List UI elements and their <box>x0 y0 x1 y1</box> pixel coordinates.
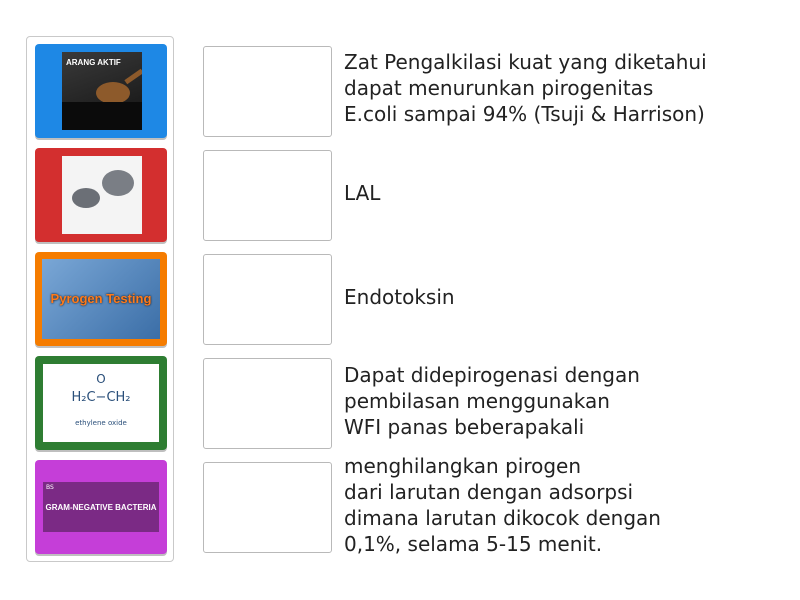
charcoal-label: ARANG AKTIF <box>66 58 121 67</box>
description-1: Zat Pengalkilasi kuat yang diketahui dapat menurunkan pirogenitas E.coli sampai 94% (Tsuji & Harrison) <box>344 50 707 126</box>
description-5: menghilangkan pirogen dari larutan dengan adsorpsi dimana larutan dikocok dengan 0,1%, selama 5-15 menit. <box>344 454 661 556</box>
formula-ethylene-oxide: H₂C−CH₂ <box>71 390 131 405</box>
bs-badge: BS <box>46 484 54 491</box>
rubber-stopper-image <box>62 156 142 234</box>
card-ethylene-oxide[interactable] <box>35 356 167 450</box>
card-gram-negative-bacteria[interactable] <box>35 460 167 554</box>
draggable-cards-tray <box>26 36 174 562</box>
drop-slot-2[interactable] <box>203 150 332 241</box>
pyrogen-testing-image <box>42 259 160 339</box>
description-3: Endotoksin <box>344 285 455 309</box>
stopper-right-shape <box>102 170 134 196</box>
gram-negative-image <box>43 482 159 532</box>
ethylene-oxide-image <box>43 364 159 442</box>
description-2: LAL <box>344 181 381 205</box>
card-pyrogen-testing[interactable] <box>35 252 167 346</box>
stopper-left-shape <box>72 188 100 208</box>
drop-slot-1[interactable] <box>203 46 332 137</box>
formula-oxygen: O <box>96 372 106 386</box>
charcoal-image <box>62 52 142 130</box>
card-rubber-stopper[interactable] <box>35 148 167 242</box>
card-arang-aktif[interactable] <box>35 44 167 138</box>
gram-negative-label: GRAM-NEGATIVE BACTERIA <box>45 503 157 512</box>
wooden-spoon-shape <box>96 82 130 104</box>
pyrogen-testing-label: Pyrogen Testing <box>50 291 152 306</box>
description-4: Dapat didepirogenasi dengan pembilasan menggunakan WFI panas beberapakali <box>344 363 640 439</box>
drop-slot-4[interactable] <box>203 358 332 449</box>
drop-slot-5[interactable] <box>203 462 332 553</box>
ethylene-oxide-caption: ethylene oxide <box>75 419 127 427</box>
drop-slot-3[interactable] <box>203 254 332 345</box>
charcoal-pile <box>62 102 142 130</box>
spoon-handle-shape <box>124 69 142 85</box>
